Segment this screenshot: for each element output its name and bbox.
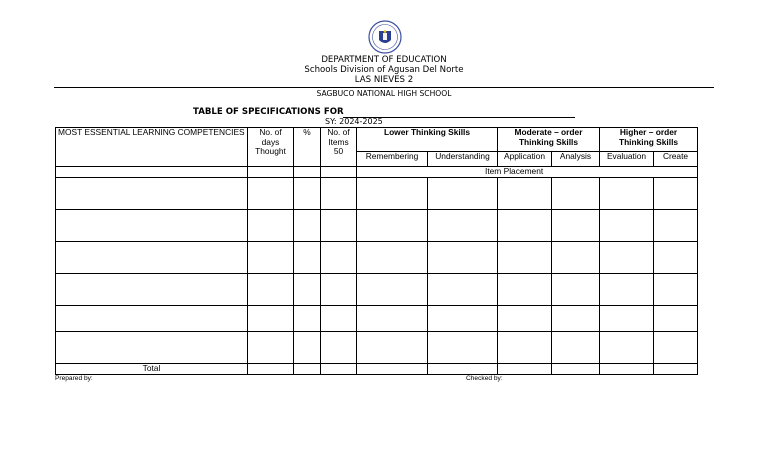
group-lower-thinking: Lower Thinking Skills [357,128,498,152]
group-moderate-thinking: Moderate – order Thinking Skills [498,128,600,152]
division-name: Schools Division of Agusan Del Norte [304,65,464,75]
department-name: DEPARTMENT OF EDUCATION [321,55,447,65]
group-higher-thinking: Higher – order Thinking Skills [600,128,698,152]
sub-remembering: Remembering [357,152,428,167]
placement-cell [56,167,248,178]
header-rule [54,87,714,88]
header-items-label: No. of Items [327,127,350,147]
table-row [56,331,698,363]
table-row [56,209,698,241]
header-items-value: 50 [333,146,344,156]
checked-by-label: Checked by: [466,375,503,382]
school-name: SAGBUCO NATIONAL HIGH SCHOOL [316,89,452,98]
district-name: LAS NIEVES 2 [354,75,414,85]
total-row [56,363,698,374]
sub-analysis: Analysis [552,152,600,167]
item-placement-label: Item Placement [357,167,698,178]
table-row [56,273,698,305]
header-days-label-2: Thought [255,146,286,156]
header-days [248,128,294,167]
header-percent: % [294,128,321,167]
table-row [56,177,698,209]
header-items [321,128,357,167]
prepared-by-label: Prepared by: [55,375,93,382]
tos-title: TABLE OF SPECIFICATIONS FOR [193,107,344,117]
placement-cell [294,167,321,178]
table-row [56,305,698,331]
school-year: SY: 2024-2025 [325,117,383,126]
sub-understanding: Understanding [428,152,498,167]
sub-create: Create [654,152,698,167]
placement-cell [321,167,357,178]
table-row [56,241,698,273]
header-competencies: MOST ESSENTIAL LEARNING COMPETENCIES [56,128,248,167]
deped-seal-logo [368,20,402,54]
header-days-label: No. of days [259,127,282,147]
placement-cell [248,167,294,178]
sub-application: Application [498,152,552,167]
total-label: Total [56,363,248,374]
sub-evaluation: Evaluation [600,152,654,167]
specifications-table [55,127,698,375]
